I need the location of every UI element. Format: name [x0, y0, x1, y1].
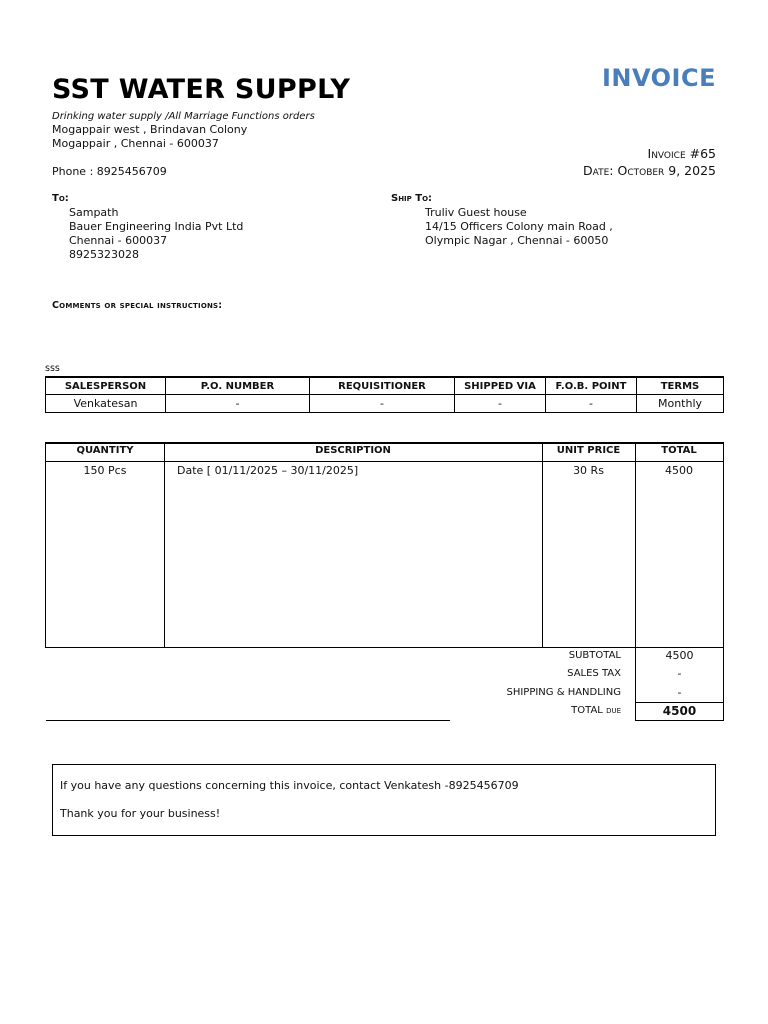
fob-point-cell: - [546, 395, 637, 413]
bill-to-line: 8925323028 [69, 248, 139, 261]
sales-tax-value: - [677, 667, 682, 680]
note-text: sss [45, 363, 60, 374]
col-header-total: TOTAL [661, 445, 697, 456]
ship-to-label: Ship To: [391, 193, 433, 204]
col-header-salesperson: SALESPERSON [46, 377, 166, 395]
total-due-value: 4500 [662, 704, 697, 718]
footer-contact: If you have any questions concerning this invoice, contact Venkatesh -8925456709 [60, 779, 519, 792]
sales-tax-label: SALES TAX [567, 668, 621, 679]
items-table [45, 442, 724, 648]
footer-thanks: Thank you for your business! [60, 807, 221, 820]
col-header-quantity: QUANTITY [76, 445, 134, 456]
invoice-date: Date: October 9, 2025 [583, 163, 716, 178]
item-total: 4500 [665, 464, 693, 477]
col-header-unit-price: UNIT PRICE [556, 445, 621, 456]
po-number-cell: - [166, 395, 310, 413]
col-header-shipped-via: SHIPPED VIA [455, 377, 546, 395]
col-header-fob-point: F.O.B. POINT [546, 377, 637, 395]
subtotal-value: 4500 [665, 649, 694, 662]
col-header-po-number: P.O. NUMBER [166, 377, 310, 395]
company-address-line2: Mogappair , Chennai - 600037 [52, 137, 219, 150]
invoice-number: Invoice #65 [647, 146, 716, 161]
item-description: Date [ 01/11/2025 – 30/11/2025] [177, 464, 359, 477]
total-due-label [571, 705, 621, 716]
bill-to-line: Bauer Engineering India Pvt Ltd [69, 220, 244, 233]
bill-to-line: Chennai - 600037 [69, 234, 168, 247]
invoice-title: INVOICE [601, 64, 716, 92]
shipped-via-cell: - [455, 395, 546, 413]
total-due-label-suffix: due [606, 705, 621, 716]
terms-cell: Monthly [637, 395, 724, 413]
col-header-terms: TERMS [637, 377, 724, 395]
bill-to-label: To: [52, 193, 69, 204]
company-address-line1: Mogappair west , Brindavan Colony [52, 123, 248, 136]
company-phone: Phone : 8925456709 [52, 165, 167, 178]
order-info-table [45, 376, 724, 413]
table-row [46, 395, 724, 413]
signature-line [46, 720, 450, 721]
ship-to-line: Olympic Nagar , Chennai - 60050 [425, 234, 609, 247]
col-header-description: DESCRIPTION [315, 445, 391, 456]
company-tagline: Drinking water supply /All Marriage Functions orders [52, 111, 315, 122]
col-header-requisitioner: REQUISITIONER [310, 377, 455, 395]
ship-to-line: Truliv Guest house [425, 206, 527, 219]
shipping-value: - [677, 686, 682, 699]
salesperson-cell: Venkatesan [46, 395, 166, 413]
bill-to-block [52, 193, 243, 262]
order-header-row [46, 377, 724, 395]
footer-box [52, 764, 716, 836]
total-due-label-main: TOTAL [571, 705, 603, 716]
ship-to-block [391, 193, 613, 248]
shipping-label: SHIPPING & HANDLING [506, 687, 621, 698]
comments-label: Comments or special instructions: [52, 300, 223, 311]
ship-to-line: 14/15 Officers Colony main Road , [425, 220, 613, 233]
item-quantity: 150 Pcs [83, 464, 127, 477]
subtotal-label: SUBTOTAL [568, 650, 621, 661]
requisitioner-cell: - [310, 395, 455, 413]
bill-to-line: Sampath [69, 206, 119, 219]
company-name: SST WATER SUPPLY [52, 74, 351, 105]
item-unit-price: 30 Rs [573, 464, 604, 477]
